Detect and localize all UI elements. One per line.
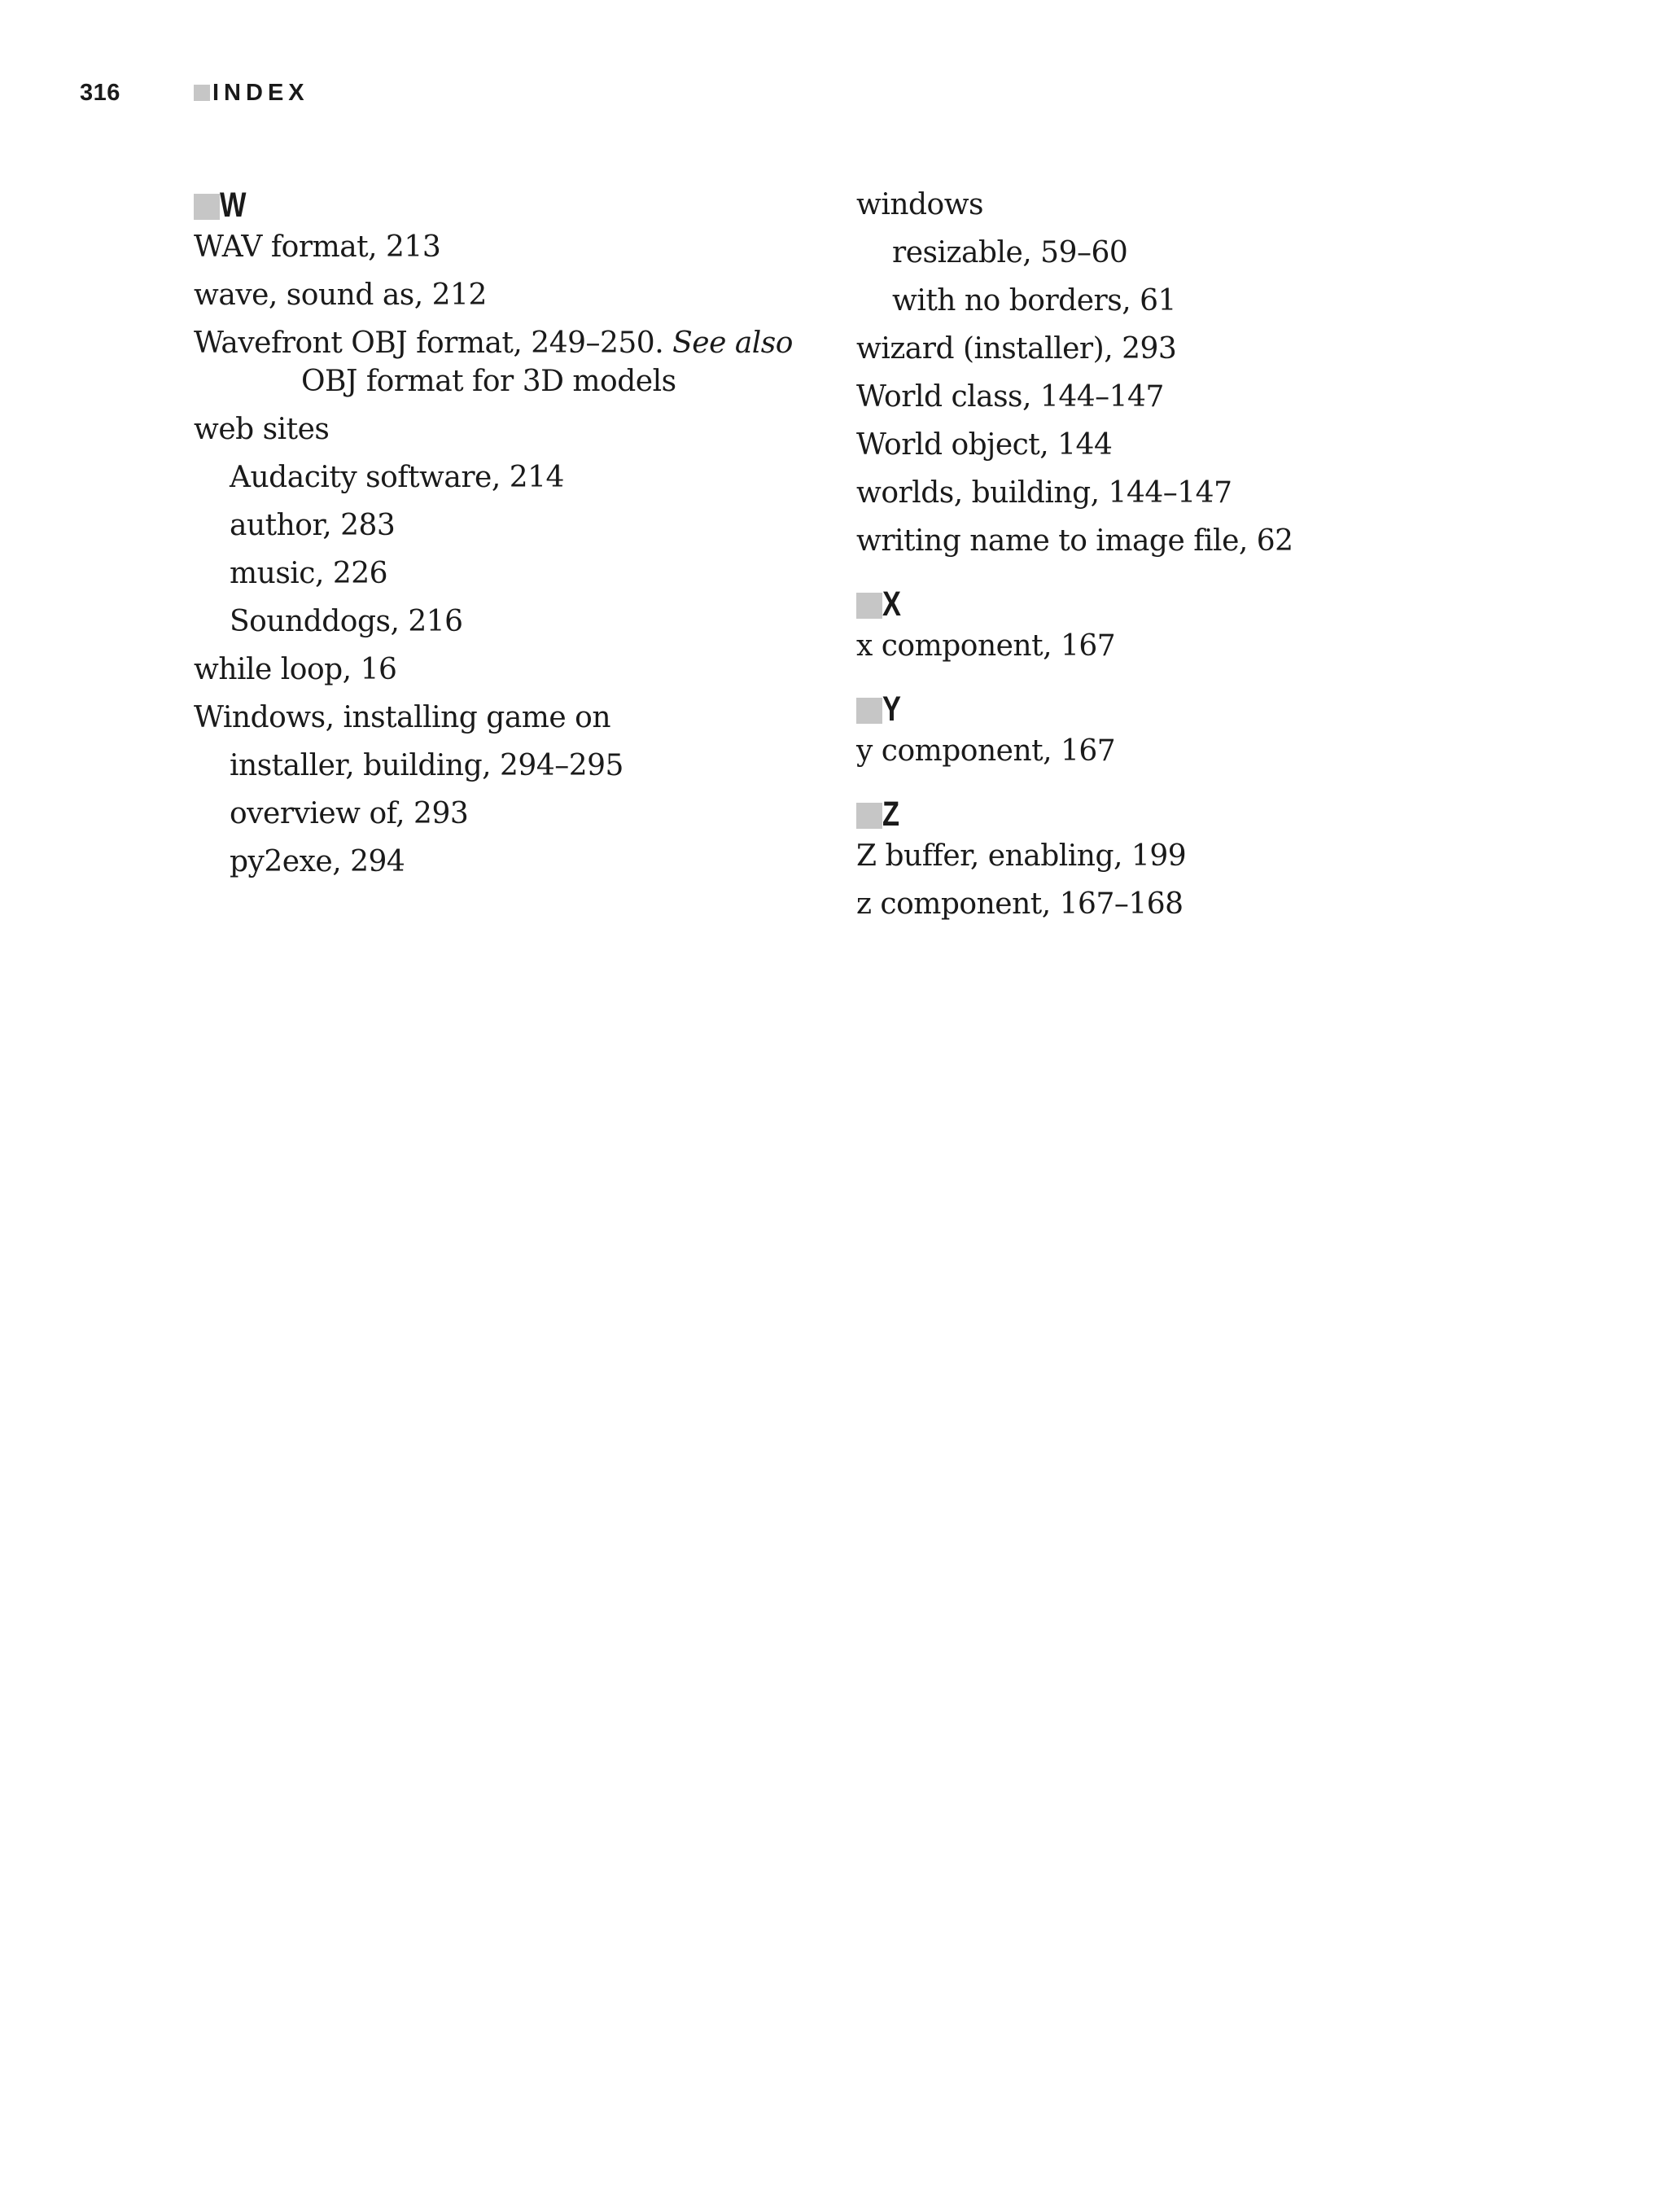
index-entry: worlds, building, 144–147 [856,476,1232,510]
section-letter-heading [194,186,829,223]
see-also-label: See also [672,326,793,360]
index-entry: World object, 144 [856,428,1113,462]
index-section-z [856,795,1491,923]
index-subentry: Sounddogs, 216 [230,605,463,638]
index-entry: writing name to image file, 62 [856,524,1293,558]
index-entry: wizard (installer), 293 [856,332,1177,366]
page-number: 316 [80,79,120,106]
heading-square-icon [856,698,882,724]
index-subentry: installer, building, 294–295 [230,749,623,782]
section-letter: W [220,186,247,225]
heading-square-icon [856,593,882,619]
index-section-w-continued [856,186,1491,560]
section-letter-heading [856,795,1491,832]
index-entry: web sites [194,413,330,446]
index-subentry: py2exe, 294 [230,845,405,878]
index-section-y [856,690,1491,770]
index-entry: z component, 167–168 [856,887,1184,921]
index-subentry: overview of, 293 [230,797,469,830]
entry-text: Wavefront OBJ format, 249–250. [194,326,673,360]
index-entry: Windows, installing game on [194,701,611,734]
section-letter-heading [856,585,1491,622]
index-entry: y component, 167 [856,734,1116,768]
index-subentry: with no borders, 61 [892,284,1176,318]
index-entry: while loop, 16 [194,653,397,686]
index-entry: x component, 167 [856,629,1116,663]
index-subentry: resizable, 59–60 [892,236,1128,269]
heading-square-icon [194,194,220,220]
running-head [80,77,309,109]
heading-square-icon [194,85,210,101]
index-subentry: music, 226 [230,557,388,590]
index-entry: windows [856,188,984,221]
index-section-x [856,585,1491,665]
index-column-left [194,186,829,891]
index-column-right [856,186,1491,933]
heading-square-icon [856,803,882,829]
section-letter: Y [882,690,901,729]
section-letter: Z [882,795,900,834]
index-entry: wave, sound as, 212 [194,278,487,312]
index-entry: Z buffer, enabling, 199 [856,839,1187,873]
section-letter: X [882,585,901,624]
index-subentry: Audacity software, 214 [230,461,564,494]
running-title: INDEX [212,79,309,106]
index-entry [194,324,829,401]
index-subentry: author, 283 [230,509,396,542]
entry-text: OBJ format for 3D models [301,365,676,398]
index-section-w [194,186,829,881]
section-letter-heading [856,690,1491,727]
index-entry: World class, 144–147 [856,380,1164,414]
index-entry: WAV format, 213 [194,230,441,264]
